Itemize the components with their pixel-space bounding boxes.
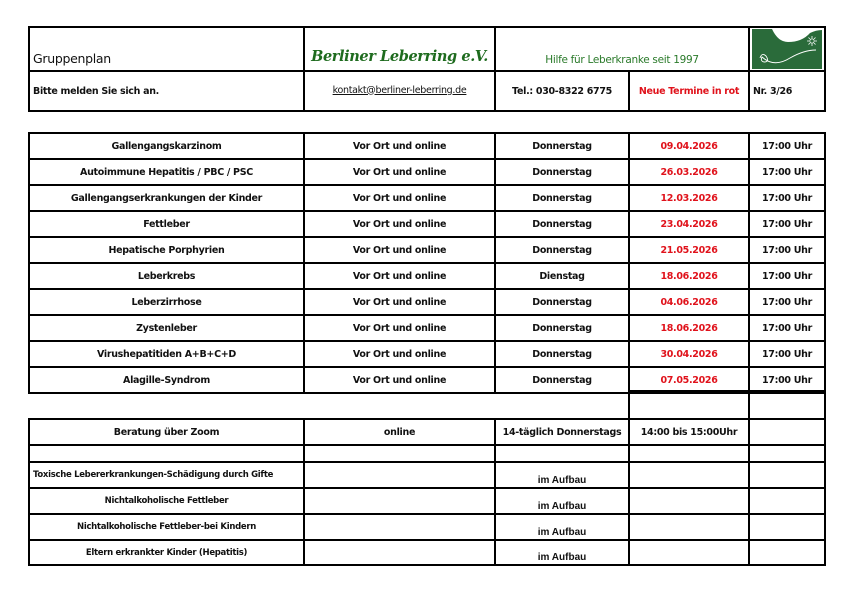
planned-group-name: Eltern erkrankter Kinder (Hepatitis) [28,539,305,566]
group-name: Hepatische Porphyrien [28,236,305,264]
brand-name: Berliner Leberring e.V. [303,26,496,72]
group-format: Vor Ort und online [303,236,496,264]
empty-cell [628,461,750,489]
group-name: Alagille-Syndrom [28,366,305,394]
planned-group-name: Nichtalkoholische Fettleber-bei Kindern [28,513,305,541]
group-date: 23.04.2026 [628,210,750,238]
group-name: Leberzirrhose [28,288,305,316]
berliner-leberring-logo-icon [748,26,826,72]
empty-cell [748,513,826,541]
group-format: Vor Ort und online [303,210,496,238]
group-date: 21.05.2026 [628,236,750,264]
group-date: 12.03.2026 [628,184,750,212]
group-name: Zystenleber [28,314,305,342]
group-format: Vor Ort und online [303,340,496,368]
email-link-text[interactable]: kontakt@berliner-leberring.de [332,84,467,96]
group-time: 17:00 Uhr [748,184,826,212]
empty-cell [303,513,496,541]
group-date: 04.06.2026 [628,288,750,316]
group-time: 17:00 Uhr [748,366,826,394]
group-time: 17:00 Uhr [748,132,826,160]
group-time: 17:00 Uhr [748,236,826,264]
group-format: Vor Ort und online [303,314,496,342]
empty-cell [628,390,750,420]
group-format: Vor Ort und online [303,184,496,212]
group-day: Donnerstag [494,210,630,238]
planned-group-status: im Aufbau [494,513,630,541]
consultation-format: online [303,418,496,446]
consultation-name: Beratung über Zoom [28,418,305,446]
empty-cell [748,539,826,566]
group-name: Gallengangskarzinom [28,132,305,160]
empty-cell [748,418,826,446]
group-date: 18.06.2026 [628,314,750,342]
empty-cell [748,487,826,515]
group-time: 17:00 Uhr [748,288,826,316]
group-day: Dienstag [494,262,630,290]
group-time: 17:00 Uhr [748,210,826,238]
planned-group-status: im Aufbau [494,461,630,489]
empty-cell [303,487,496,515]
signup-note: Bitte melden Sie sich an. [28,70,305,112]
new-dates-note: Neue Termine in rot [628,70,750,112]
group-format: Vor Ort und online [303,366,496,394]
planned-group-status: im Aufbau [494,539,630,566]
consultation-schedule: 14-täglich Donnerstags [494,418,630,446]
group-date: 26.03.2026 [628,158,750,186]
group-format: Vor Ort und online [303,262,496,290]
phone-number: Tel.: 030-8322 6775 [494,70,630,112]
group-time: 17:00 Uhr [748,158,826,186]
group-day: Donnerstag [494,236,630,264]
group-day: Donnerstag [494,366,630,394]
group-date: 18.06.2026 [628,262,750,290]
group-format: Vor Ort und online [303,288,496,316]
group-format: Vor Ort und online [303,158,496,186]
empty-cell [628,513,750,541]
group-day: Donnerstag [494,158,630,186]
group-date: 30.04.2026 [628,340,750,368]
empty-cell [748,461,826,489]
tagline: Hilfe für Leberkranke seit 1997 [494,26,750,72]
group-name: Gallengangserkrankungen der Kinder [28,184,305,212]
group-date: 07.05.2026 [628,366,750,394]
logo-graphic [750,28,824,70]
email-link[interactable] [303,70,496,112]
planned-group-name: Nichtalkoholische Fettleber [28,487,305,515]
group-day: Donnerstag [494,340,630,368]
empty-cell [628,539,750,566]
planned-group-status: im Aufbau [494,487,630,515]
empty-cell [303,461,496,489]
group-day: Donnerstag [494,184,630,212]
group-day: Donnerstag [494,314,630,342]
page-title: Gruppenplan [28,26,305,72]
empty-cell [628,487,750,515]
group-date: 09.04.2026 [628,132,750,160]
group-time: 17:00 Uhr [748,314,826,342]
group-day: Donnerstag [494,132,630,160]
group-format: Vor Ort und online [303,132,496,160]
consultation-time: 14:00 bis 15:00Uhr [628,418,750,446]
empty-cell [748,390,826,420]
empty-cell [303,539,496,566]
group-name: Leberkrebs [28,262,305,290]
group-time: 17:00 Uhr [748,340,826,368]
group-day: Donnerstag [494,288,630,316]
issue-number: Nr. 3/26 [748,70,826,112]
group-name: Virushepatitiden A+B+C+D [28,340,305,368]
group-name: Fettleber [28,210,305,238]
planned-group-name: Toxische Lebererkrankungen-Schädigung durch Gifte [28,461,305,489]
group-name: Autoimmune Hepatitis / PBC / PSC [28,158,305,186]
group-time: 17:00 Uhr [748,262,826,290]
